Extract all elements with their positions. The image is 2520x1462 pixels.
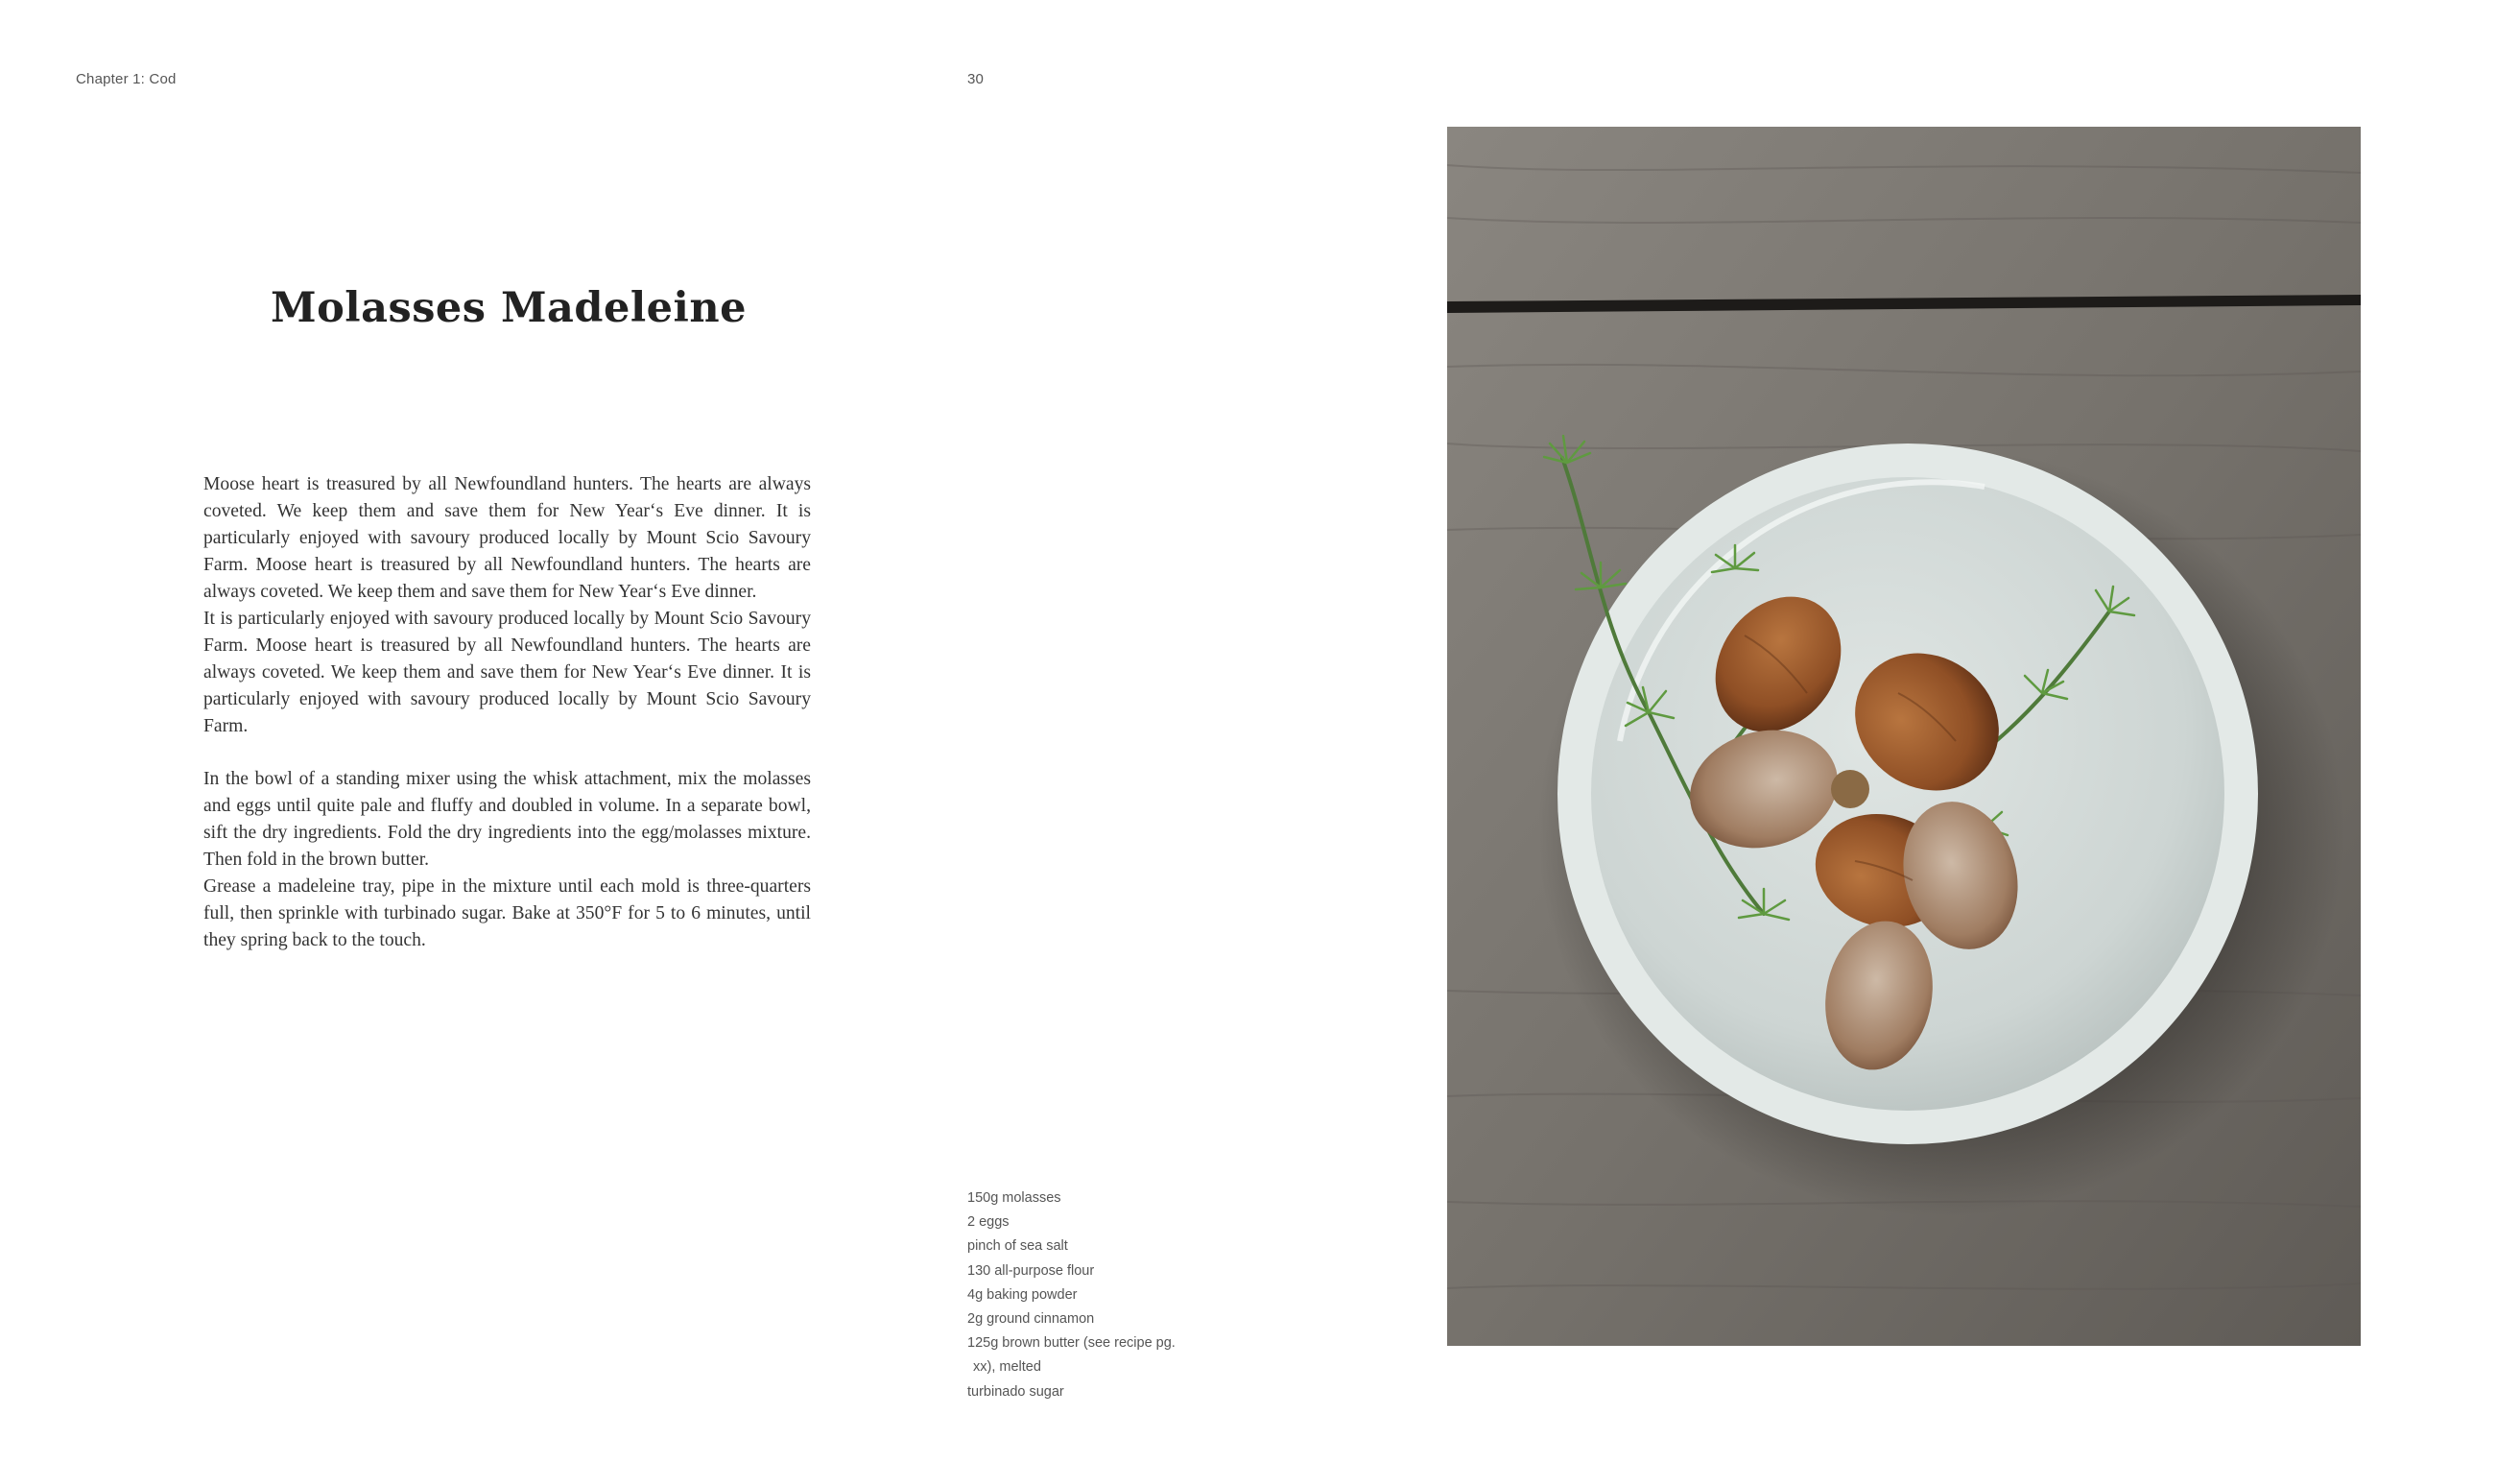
larch-cone xyxy=(1831,770,1869,808)
intro-paragraph: It is particularly enjoyed with savoury produced locally by Mount Scio Savoury Farm. Moose heart is treasured by all Newfoundland hunters. The hearts are always coveted. We keep them and save them for New Year‘s Eve dinner. It is particularly enjoyed with savoury produced locally by Mount Scio Savoury Farm. xyxy=(203,609,811,736)
running-head-page-number: 30 xyxy=(967,71,985,87)
recipe-method xyxy=(203,766,811,954)
method-paragraph: In the bowl of a standing mixer using the whisk attachment, mix the molasses and eggs until quite pale and fluffy and doubled in volume. In a separate bowl, sift the dry ingredients. Fold the dry ingredients into the egg/molasses mixture. Then fold in the brown butter. xyxy=(203,769,811,870)
recipe-title: Molasses Madeleine xyxy=(271,284,747,332)
running-head-chapter: Chapter 1: Cod xyxy=(76,71,177,87)
ingredient-item: 150g molasses xyxy=(967,1190,1061,1206)
ingredient-item: xx), melted xyxy=(973,1359,1041,1376)
madeleines-photo xyxy=(1447,127,2361,1346)
ingredient-item: 130 all-purpose flour xyxy=(967,1262,1095,1279)
intro-paragraph: Moose heart is treasured by all Newfoundland hunters. The hearts are always coveted. We keep them and save them for New Year‘s Eve dinner. It is particularly enjoyed with savoury produced locally by Mount Scio Savoury Farm. Moose heart is treasured by all Newfoundland hunters. The hearts are always coveted. We keep them and save them for New Year‘s Eve dinner. xyxy=(203,474,811,602)
recipe-intro xyxy=(203,471,811,740)
ingredient-item: 125g brown butter (see recipe pg. xyxy=(967,1335,1176,1352)
ingredient-item: 2g ground cinnamon xyxy=(967,1311,1095,1328)
ingredient-item: 4g baking powder xyxy=(967,1286,1078,1303)
ingredient-item: pinch of sea salt xyxy=(967,1238,1068,1255)
recipe-photo xyxy=(1447,127,2361,1346)
ingredient-list xyxy=(967,1186,1226,1404)
ingredient-item: turbinado sugar xyxy=(967,1383,1064,1400)
method-paragraph: Grease a madeleine tray, pipe in the mixture until each mold is three-quarters full, then sprinkle with turbinado sugar. Bake at 350°F for 5 to 6 minutes, until they spring back to the touch. xyxy=(203,876,811,950)
ingredient-item: 2 eggs xyxy=(967,1214,1010,1231)
